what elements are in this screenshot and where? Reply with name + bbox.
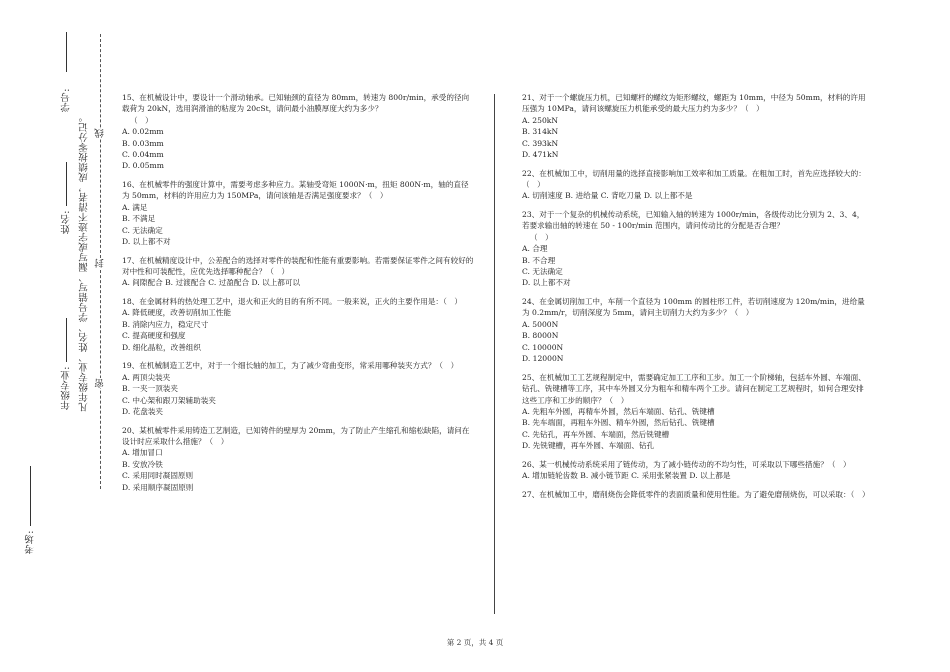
question-stem: 26、某一机械传动系统采用了链传动，为了减小链传动的不均匀性，可采取以下哪些措施？（ ） (522, 459, 851, 469)
student-id-label: 学号: (61, 88, 72, 112)
question-26 (522, 459, 867, 482)
question-stem: 24、在金属切削加工中，车削一个直径为 100mm 的圆柱形工件，若切削速度为 120m/min，进给量为 0.2mm/r，切削深度为 5mm，请问主切削力大约为多少？（ ） (522, 297, 865, 318)
question-stem: 20、某机械零件采用铸造工艺制造，已知铸件的壁厚为 20mm，为了防止产生缩孔和缩松缺陷，请问在设计时应采取什么措施？（ ） (122, 425, 470, 446)
answer-option: B. 不合理 (522, 255, 556, 265)
answer-option: A. 先粗车外圆，再精车外圆，然后车端面、钻孔、铣键槽 (522, 406, 715, 416)
question-stem: 17、在机械精度设计中，公差配合的选择对零件的装配和性能有重要影响。若需要保证零件之间有较好的对中性和可装配性，应优先选择哪种配合？（ ） (122, 255, 474, 277)
question-stem: 16、在机械零件的强度计算中，需要考虑多种应力。某轴受弯矩 1000N·m，扭矩 800N·m，轴的直径为 50mm，材料的许用应力为 150MPa，请问该轴是否满足强度要求？（ ） (122, 180, 469, 201)
question-27 (522, 489, 870, 500)
answer-option: C. 先钻孔，再车外圆、车端面，然后铣键槽 (522, 429, 670, 439)
answer-option: C. 0.04mm (122, 150, 164, 160)
answer-option: A. 250kN (522, 115, 559, 125)
answer-option: C. 采用同时凝固原则 (122, 471, 194, 481)
question-16 (122, 179, 474, 247)
answer-option: D. 花盘装夹 (122, 406, 164, 416)
question-stem: 19、在机械制造工艺中，对于一个细长轴的加工，为了减少弯曲变形，常采用哪种装夹方式？（ ） (122, 361, 459, 371)
answer-option: D. 细化晶粒，改善组织 (122, 342, 201, 352)
answer-option: A. 切削速度 B. 进给量 C. 背吃刀量 D. 以上都不是 (522, 191, 693, 201)
answer-option: B. 不满足 (122, 214, 156, 224)
answer-option: A. 合理 (522, 244, 548, 254)
binding-margin (0, 0, 118, 672)
cut-line-char-3: 密 (95, 378, 106, 388)
answer-option: C. 无法确定 (522, 267, 563, 277)
answer-option: A. 满足 (122, 202, 148, 212)
answer-option: B. 安放冷铁 (122, 459, 163, 469)
answer-option: C. 393kN (522, 138, 559, 148)
answer-option: A. 5000N (522, 319, 559, 329)
answer-option: D. 以上都不对 (522, 278, 571, 288)
answer-option: D. 0.05mm (122, 161, 164, 171)
answer-option: A. 两顶尖装夹 (122, 372, 171, 382)
answer-option: C. 提高硬度和强度 (122, 331, 186, 341)
answer-option: B. 0.03mm (122, 138, 164, 148)
answer-paren: （ ） (130, 115, 153, 125)
question-stem: 23、对于一个复杂的机械传动系统，已知输入轴的转速为 1000r/min，各级传动比分别为 2、3、4，若要求输出轴的转速在 50 - 100r/min 范围内，请问传动比的分配是否合理？ (522, 210, 865, 231)
answer-option: B. 一夹一顶装夹 (122, 384, 178, 394)
page-footer: 第 2 页，共 4 页 (446, 638, 504, 647)
question-22 (522, 168, 867, 202)
answer-option: B. 消除内应力，稳定尺寸 (122, 319, 209, 329)
answer-option: A. 间隙配合 B. 过渡配合 C. 过盈配合 D. 以上都可以 (122, 278, 301, 288)
question-stem: 25、在机械加工工艺规程制定中，需要确定加工工序和工步。加工一个阶梯轴，包括车外圆、车端面、钻孔、铣键槽等工序，其中车外圆又分为粗车和精车两个工步。请问在制定工艺规程时，如何合理安排这些工序和工步的顺序？（ ） (522, 372, 866, 405)
exam-site-label: 考场: (25, 530, 36, 554)
answer-option: D. 12000N (522, 354, 564, 364)
cut-line-char-2: 封 (95, 258, 106, 268)
question-20 (122, 425, 474, 493)
cut-line-char-1: 线 (95, 128, 106, 138)
answer-option: A. 降低硬度，改善切削加工性能 (122, 308, 232, 318)
question-23 (522, 209, 867, 289)
right-question-column (522, 92, 870, 507)
question-stem: 15、在机械设计中，要设计一个滑动轴承。已知轴颈的直径为 80mm，转速为 800r/min，承受的径向载荷为 20kN，选用润滑油的粘度为 20cSt，请问最小油膜厚度大约为多少？ (122, 93, 470, 114)
left-question-column (122, 92, 474, 500)
answer-option: A. 增加冒口 (122, 448, 163, 458)
answer-option: B. 8000N (522, 331, 559, 341)
student-id-line (66, 32, 67, 72)
answer-option: A. 增加链轮齿数 B. 减小链节距 C. 采用张紧装置 D. 以上都是 (522, 471, 731, 481)
question-17 (122, 255, 474, 289)
answer-option: D. 471kN (522, 150, 559, 160)
grade-label: 年级专业: (61, 366, 72, 410)
question-25 (522, 372, 867, 452)
question-stem: 27、在机械加工中，磨削烧伤会降低零件的表面质量和使用性能。为了避免磨削烧伤，可以采取：（ ） (522, 489, 870, 499)
question-19 (122, 360, 474, 417)
name-label: 姓名: (61, 210, 72, 234)
name-line (66, 162, 67, 206)
answer-option: D. 先铣键槽，再车外圆、车端面、钻孔 (522, 441, 655, 451)
question-15 (122, 92, 474, 172)
answer-paren: （ ） (530, 232, 553, 242)
question-18 (122, 296, 474, 353)
answer-option: B. 314kN (522, 127, 559, 137)
answer-option: C. 中心架和跟刀架辅助装夹 (122, 395, 216, 405)
answer-option: B. 先车端面，再粗车外圆、精车外圆，然后钻孔、铣键槽 (522, 418, 715, 428)
answer-option: C. 无法确定 (122, 225, 163, 235)
answer-option: A. 0.02mm (122, 127, 164, 137)
notice-text: 凡年级专业、姓名、学号错写、漏写或字迹不清者，成绩按零分记。 (79, 112, 90, 412)
answer-option: D. 以上都不对 (122, 237, 171, 247)
question-stem: 22、在机械加工中，切削用量的选择直接影响加工效率和加工质量。在粗加工时，首先应选择较大的：（ ） (522, 168, 866, 190)
grade-line (66, 318, 67, 362)
question-stem: 21、对于一个螺旋压力机，已知螺杆的螺纹为矩形螺纹，螺距为 10mm，中径为 50mm，材料的许用压强为 10MPa，请问该螺旋压力机能承受的最大压力约为多少？（ ） (522, 93, 866, 114)
answer-option: C. 10000N (522, 342, 564, 352)
answer-option: D. 采用顺序凝固原则 (122, 482, 194, 492)
exam-site-line (30, 466, 31, 526)
question-21 (522, 92, 867, 160)
column-divider (494, 94, 495, 614)
question-stem: 18、在金属材料的热处理工艺中，退火和正火的目的有所不同。一般来说，正火的主要作用是：（ ） (122, 297, 462, 307)
question-24 (522, 296, 867, 364)
